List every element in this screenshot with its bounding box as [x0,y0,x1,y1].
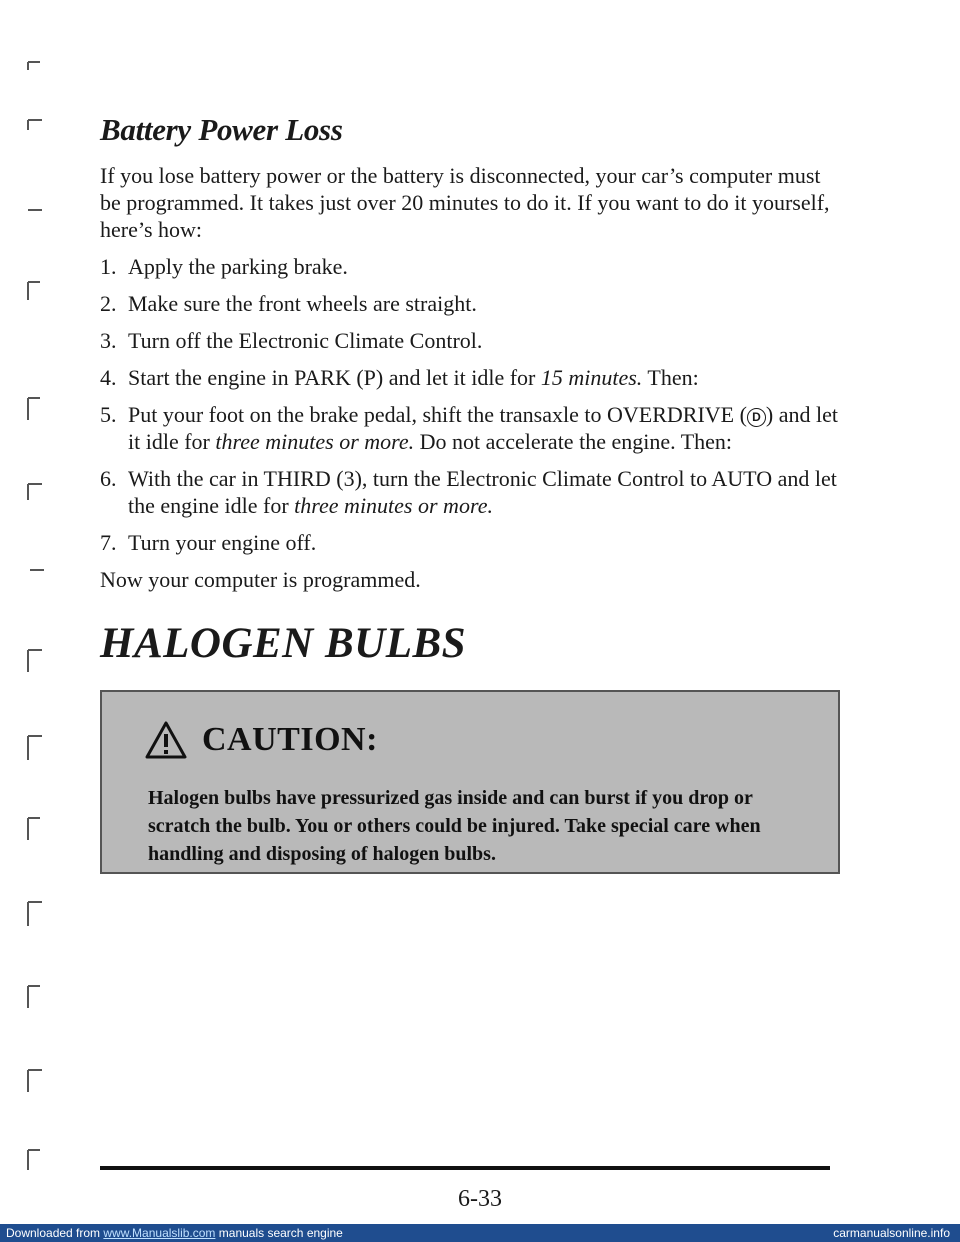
step-number: 6. [100,466,117,491]
step-number: 4. [100,365,117,390]
bottom-rule [100,1166,830,1170]
overdrive-symbol-icon: D [747,408,766,427]
step-number: 7. [100,530,117,555]
list-item [100,401,840,455]
step-text [128,465,840,519]
page-number: 6-33 [458,1186,502,1212]
caution-box [100,690,840,874]
intro-paragraph: If you lose battery power or the battery is disconnected, your car’s computer must be programmed. It takes just over 20 minutes to do it. If you want to do it yourself, here’s how: [100,163,830,242]
footer-suffix: manuals search engine [215,1226,343,1240]
list-item [100,465,840,519]
step-emphasis: 15 minutes. [540,365,643,390]
step-number: 1. [100,254,117,279]
step-text [128,364,840,391]
list-item [100,290,840,317]
step-text-part: Then: [642,365,699,390]
step-number: 5. [100,402,117,427]
major-heading: HALOGEN BULBS [100,620,467,667]
list-item [100,327,840,354]
step-number: 3. [100,328,117,353]
footer-watermark: carmanualsonline.info [833,1226,950,1240]
download-footer-bar [0,1224,960,1242]
step-emphasis: three minutes or more. [215,429,415,454]
footer-prefix: Downloaded from [6,1226,104,1240]
manualslib-link[interactable]: www.Manualslib.com [103,1226,216,1240]
step-text [128,401,840,455]
list-item [100,529,840,556]
conclusion-paragraph: Now your computer is programmed. [100,567,421,592]
step-text: Make sure the front wheels are straight. [128,291,477,316]
step-number: 2. [100,291,117,316]
caution-header [144,720,378,760]
list-item [100,364,840,391]
margin-crop-marks [0,0,60,1242]
section-title: Battery Power Loss [100,112,343,147]
step-text-part: Start the engine in PARK (P) and let it idle for [128,365,541,390]
step-emphasis: three minutes or more. [294,493,493,518]
page-content [100,112,840,668]
warning-triangle-icon [144,720,188,760]
steps-list [100,253,840,556]
step-text-part: Put your foot on the brake pedal, shift the transaxle to OVERDRIVE ( [128,402,747,427]
footer-left [6,1224,343,1242]
step-text: Turn off the Electronic Climate Control. [128,328,483,353]
step-text-part: With the car in THIRD (3), turn the Electronic Climate Control to AUTO and let the engine idle for [128,466,837,518]
step-text-part: Do not accelerate the engine. Then: [414,429,733,454]
list-item [100,253,840,280]
step-text-part: ) and let it idle for [128,402,839,454]
caution-title: CAUTION: [202,721,378,758]
step-text: Apply the parking brake. [128,254,348,279]
step-text: Turn your engine off. [128,530,317,555]
caution-text: Halogen bulbs have pressurized gas inside and can burst if you drop or scratch the bulb. You or others could be injured. Take special care when handling and disposing of halogen bulbs. [148,787,761,865]
